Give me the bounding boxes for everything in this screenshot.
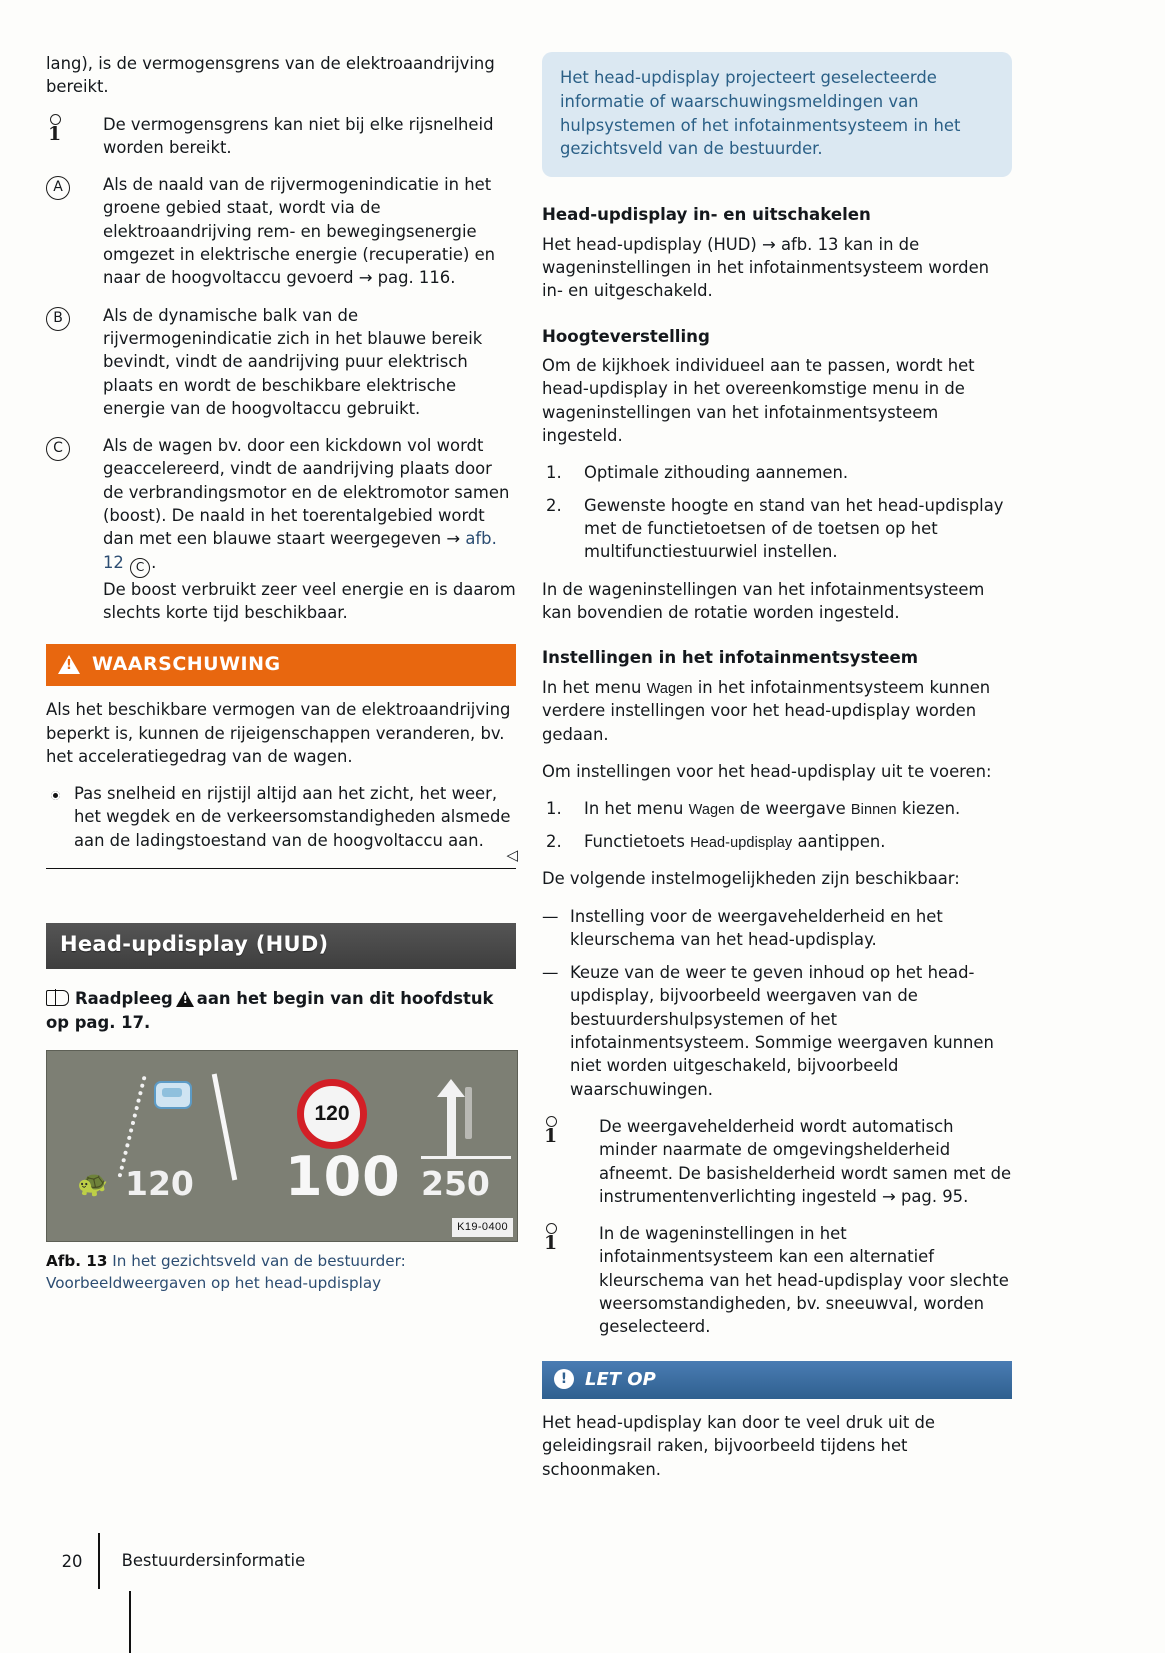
info-note-text: De vermogensgrens kan niet bij elke rijsnelheid worden bereikt. [103,114,494,157]
figure-reference-link[interactable]: afb. 12 [103,529,497,572]
legend-note-b-text: Als de dynamische balk van de rijvermogenindicatie zich in het blauwe bereik bevindt, vindt de aandrijving puur elektrisch plaats en wordt de beschikbare elektrische energie van de hoogvoltaccu gebruikt. [103,305,483,418]
height-adjustment-body: Om de kijkhoek individueel aan te passen, wordt het head-updisplay in het overeenkomstige menu in de wageninstellingen van het infotainmentsysteem ingesteld. [542,356,975,446]
menu-term-binnen: Binnen [850,802,897,819]
warning-text: Als het beschikbare vermogen van de elektroaandrijving beperkt is, kunnen de rijeigenschappen veranderen, bv. het acceleratiegedrag van de wagen. [46,700,511,766]
figure-hud-example [46,1050,518,1242]
intro-paragraph: lang), is de vermogensgrens van de elektroaandrijving bereikt. [46,54,495,97]
list-item: — Keuze van de weer te geven inhoud op het head-updisplay, bijvoorbeeld weergaven van de bestuurdershulpsystemen of het infotainmentsysteem. Sommige weergaven kunnen niet worden uitgeschakeld, bijvoorbeeld waarschuwingen. [542,961,1012,1101]
warning-banner [46,644,516,686]
info-note-power-limit [46,113,516,160]
heading-infotainment-settings: Instellingen in het infotainmentsysteem [542,648,919,668]
p1-suffix: in het infotainmentsysteem kunnen verdere instellingen voor het head-updisplay worden gedaan. [542,677,991,744]
figure-caption-text: In het gezichtsveld van de bestuurder: Voorbeeldweergaven op het head-updisplay [46,1252,406,1292]
car-icon [154,1081,192,1109]
page-footer [46,1533,1119,1589]
read-reference-label: Raadpleeg [75,988,173,1008]
page-number: 20 [61,1551,83,1571]
info-icon: 1 [542,1116,588,1152]
lane-marking-right [212,1074,238,1181]
step-item: Gewenste hoogte en stand van het head-updisplay met de functietoetsen of de toetsen op het multifunctiestuurwiel instellen. [584,495,1004,562]
hud-on-off-body: Het head-updisplay (HUD) → afb. 13 kan in de wageninstellingen in het infotainmentsysteem worden in- en uitgeschakeld. [542,234,990,301]
hud-current-speed-value: 100 [285,1144,401,1208]
warning-triangle-icon [58,655,80,674]
legend-note-c-text-part2: De boost verbruikt zeer veel energie en is daarom slechts korte tijd beschikbaar. [103,579,516,622]
figure-caption-label: Afb. 13 [46,1252,108,1271]
section-end-rule [46,845,518,869]
infotainment-settings-p3: De volgende instelmogelijkheden zijn beschikbaar: [542,869,960,889]
menu-term-wagen: Wagen [646,680,693,697]
infotainment-settings-p2: Om instellingen voor het head-updisplay uit te voeren: [542,761,992,781]
eco-turtle-icon: 🐢 [77,1168,109,1198]
footer-divider [98,1533,100,1589]
notice-text: Het head-updisplay kan door te veel druk uit de geleidingsrail raken, bijvoorbeeld tijdens het schoonmaken. [542,1413,935,1479]
height-adjustment-after: In de wageninstellingen van het infotainmentsysteem kan bovendien de rotatie worden ingesteld. [542,579,985,622]
warning-bullet-text: Pas snelheid en rijstijl altijd aan het zicht, het weer, het wegdek en de verkeersomstandigheden alsmede aan de ladingstoestand van de hoogvoltaccu aan. [74,784,511,850]
right-column [542,52,1012,1495]
step-item: In het menu Wagen de weergave Binnen kiezen. [584,799,961,819]
info-icon: 1 [542,1223,588,1259]
info-note-brightness [542,1115,1012,1208]
navigation-arrow-icon [429,1079,489,1165]
info-note-colorscheme [542,1222,1012,1338]
warning-body [46,698,516,869]
footer-vertical-rule [129,1591,131,1653]
info-callout: Het head-updisplay projecteert geselecteerde informatie of waarschuwingsmeldingen van hulpsystemen of het infotainmentsysteem in het gezichtsveld van de bestuurder. [542,52,1012,177]
section-title-hud: Head-updisplay (HUD) [46,923,516,969]
legend-note-c: C Als de wagen bv. door een kickdown vol wordt geaccelereerd, vindt de aandrijving plaats door de verbrandingsmotor en de elektromotor samen (boost). De naald in het toerentalgebied wordt dan met een blauwe staart weergegeven → afb. 12 C . De boost verbruikt zeer veel energie en is daarom slechts korte tijd beschikbaar. [46,434,516,624]
hud-assist-speed-value: 120 [125,1163,194,1203]
figure-code: K19-0400 [452,1218,513,1238]
infotainment-settings-p1 [542,676,1012,746]
info-icon: 1 [46,114,92,150]
warning-triangle-inline-icon [176,991,194,1007]
exclamation-icon: ! [554,1369,574,1389]
settings-options-list [542,905,1012,1101]
left-column [46,52,516,1294]
notice-body [542,1411,1012,1481]
speed-limit-sign-icon: 120 [297,1079,367,1149]
hud-distance-value: 250 [421,1156,511,1208]
function-key-head-updisplay: Head-updisplay [690,834,793,851]
warning-banner-label: WAARSCHUWING [92,653,281,676]
end-of-section-mark: ◁ [506,845,518,864]
list-item: — Instelling voor de weergavehelderheid en het kleurschema van het head-updisplay. [542,905,1012,952]
heading-hud-on-off: Head-updisplay in- en uitschakelen [542,205,871,225]
circled-letter-b-icon: B [46,305,92,331]
step-item: Functietoets Head-updisplay aantippen. [584,831,886,851]
height-adjustment-steps [542,461,1012,563]
heading-height-adjustment: Hoogteverstelling [542,326,710,346]
info-note-brightness-text: De weergavehelderheid wordt automatisch minder naarmate de omgevingshelderheid afneemt. De basishelderheid wordt samen met de instrumentenverlichting ingesteld → pag. 95. [599,1116,1012,1206]
infotainment-steps [542,797,1012,853]
read-reference-rest: aan het begin van dit hoofdstuk op pag. 17. [46,988,494,1032]
menu-term-wagen-2: Wagen [688,802,735,819]
circled-letter-a-icon: A [46,174,92,200]
warning-bullet [46,782,516,852]
figure-caption [46,1251,516,1294]
book-icon [46,990,69,1006]
circled-letter-c-icon: C [46,435,92,461]
circled-letter-c-inline-icon: C [130,558,150,578]
p1-prefix: In het menu [542,677,647,697]
footer-title: Bestuurdersinformatie [121,1550,306,1570]
info-note-colorscheme-text: In de wageninstellingen in het infotainmentsysteem kan een alternatief kleurschema van het head-updisplay voor slechte weersomstandigheden, bv. sneeuwval, worden geselecteerd. [599,1224,1009,1337]
legend-note-b [46,304,516,420]
read-reference [46,987,516,1035]
legend-note-c-text-part1: Als de wagen bv. door een kickdown vol wordt geaccelereerd, vindt de aandrijving plaats door de verbrandingsmotor en de elektromotor samen (boost). De naald in het toerentalgebied wordt dan met een blauwe staart weergegeven → [103,436,510,549]
step-item: Optimale zithouding aannemen. [584,463,849,483]
legend-note-a-text: Als de naald van de rijvermogenindicatie in het groene gebied staat, wordt via de elektroaandrijving rem- en bewegingsenergie omgezet in elektrische energie (recuperatie) en naar de hoogvoltaccu gevoerd → pag. 116. [103,175,496,288]
notice-banner [542,1361,1012,1400]
legend-note-a [46,173,516,289]
notice-banner-label: LET OP [585,1368,656,1390]
